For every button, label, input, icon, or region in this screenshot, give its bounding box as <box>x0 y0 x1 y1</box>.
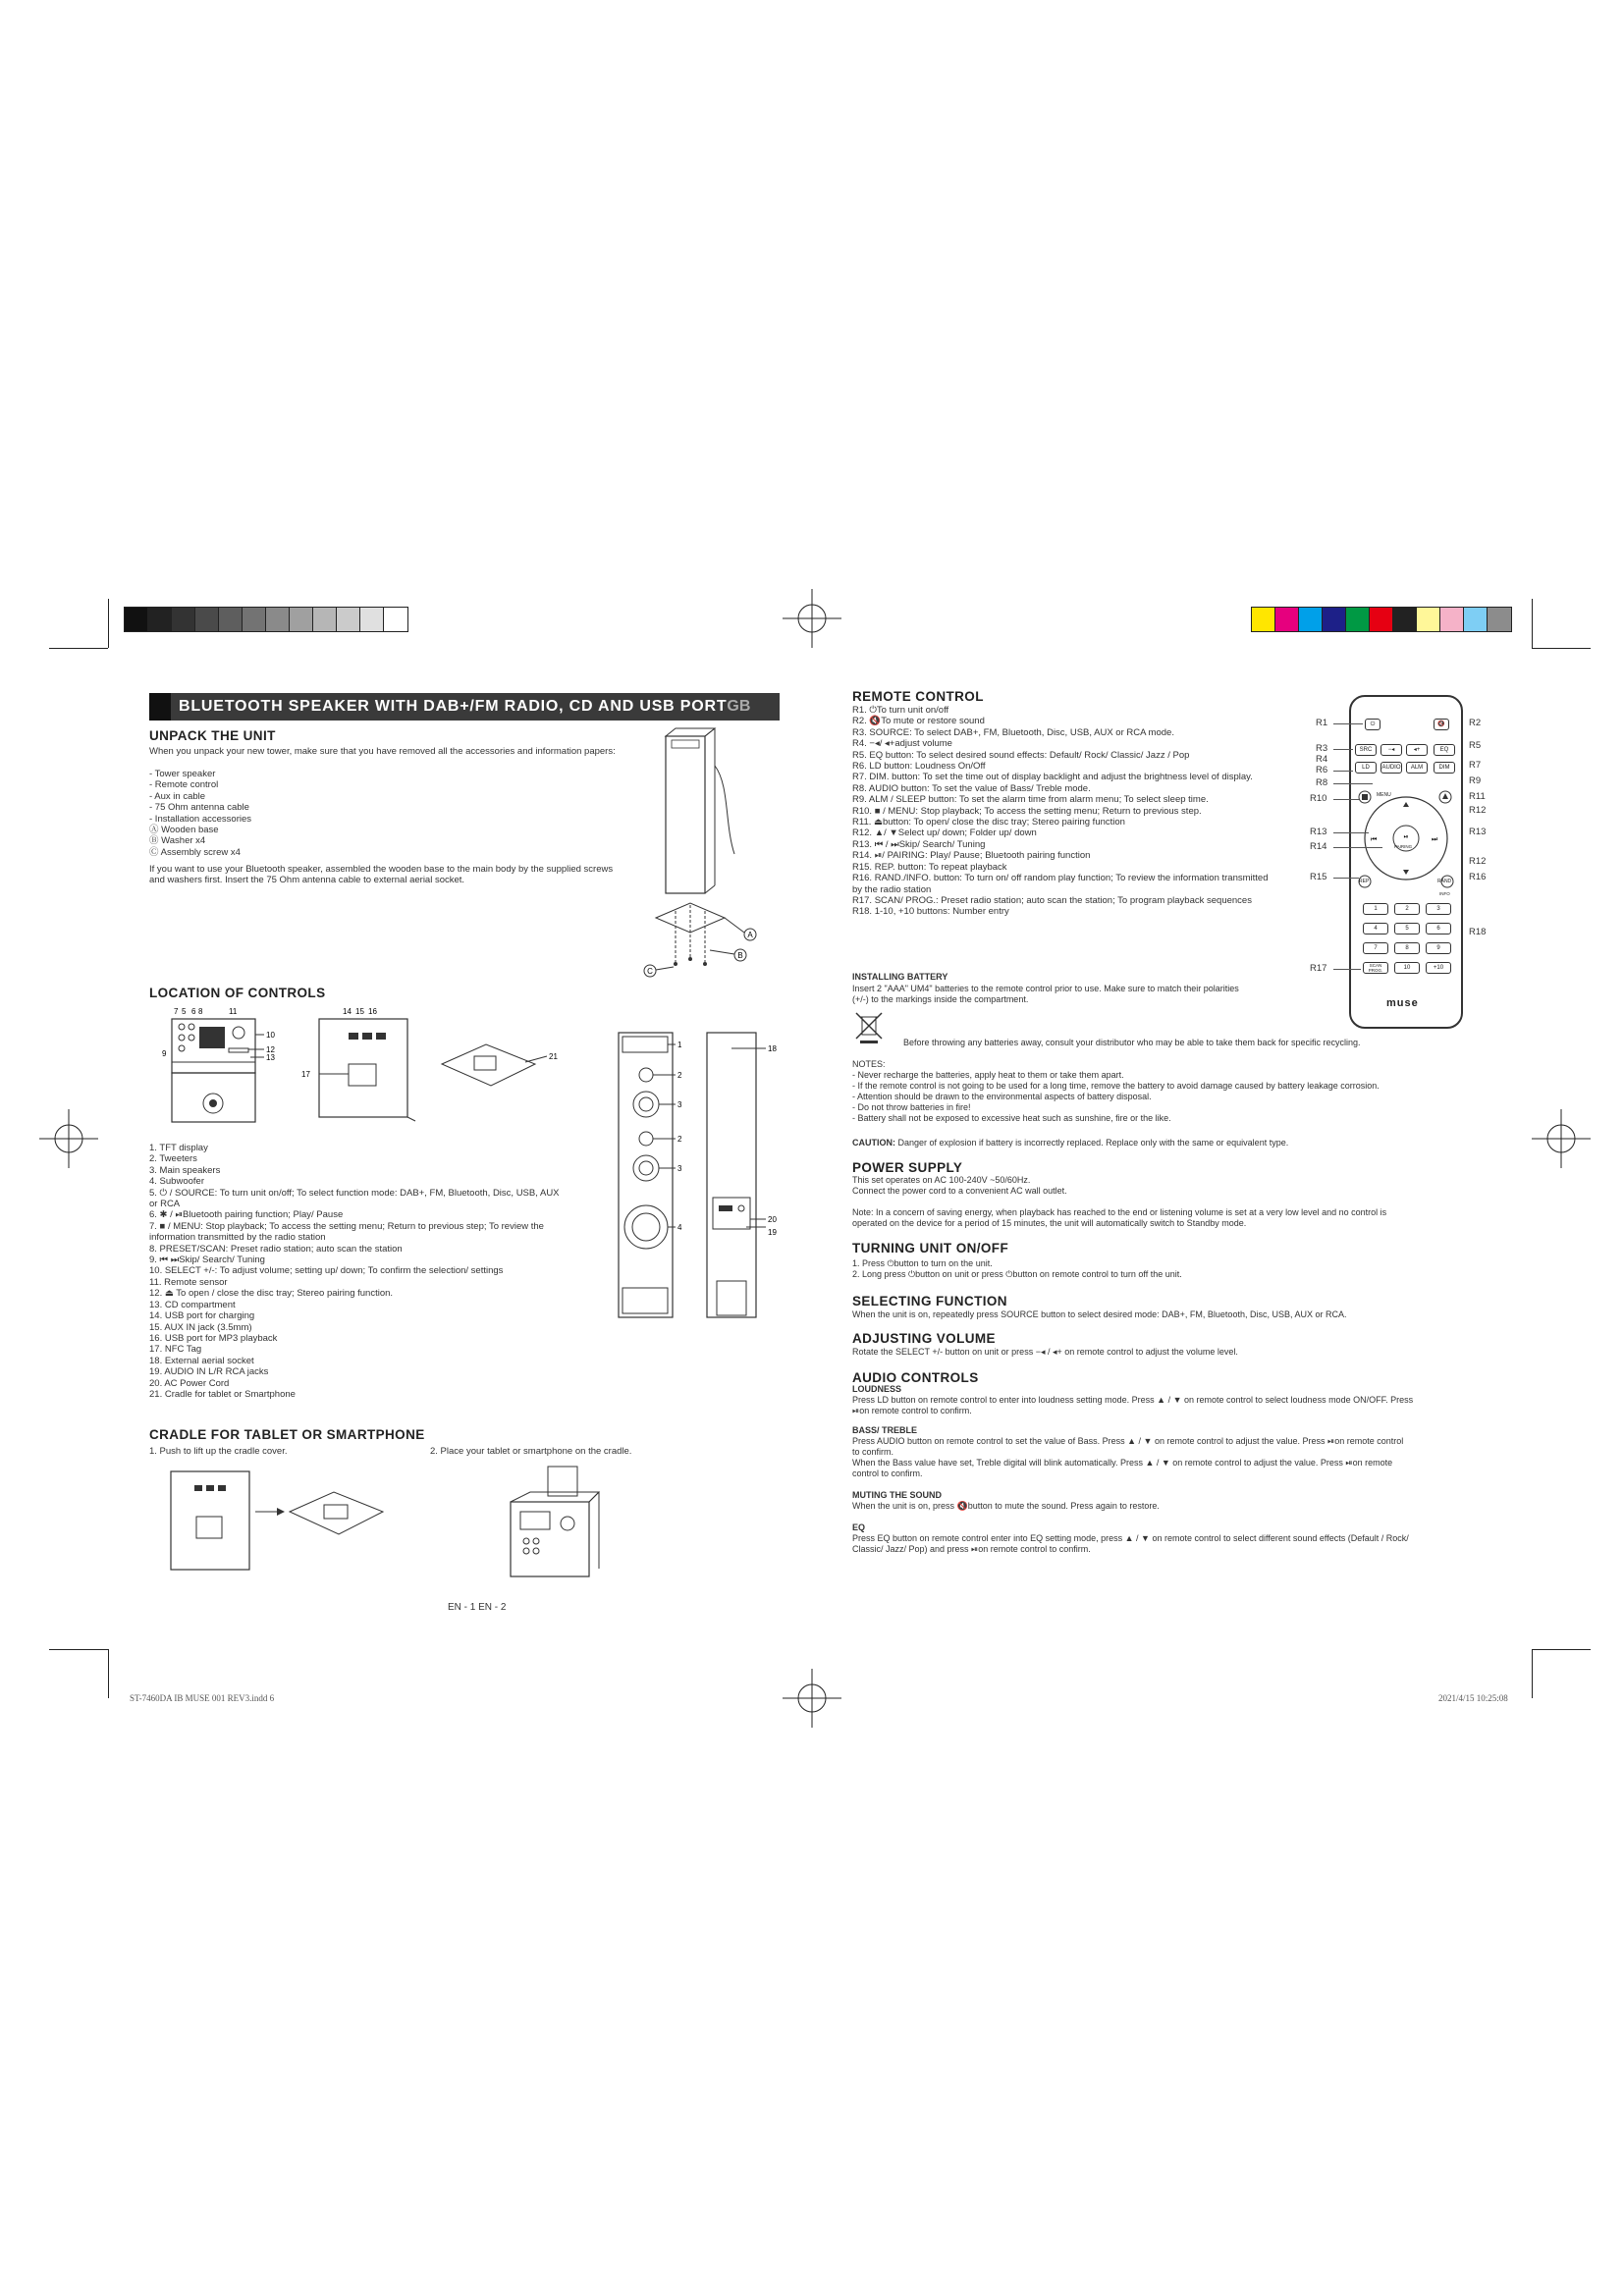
turning-heading: TURNING UNIT ON/OFF <box>852 1241 1009 1255</box>
controls-illustration <box>162 1005 574 1143</box>
audio-button: AUDIO <box>1380 762 1402 774</box>
bass-treble-title: BASS/ TREBLE <box>852 1425 918 1435</box>
list-item: - Do not throw batteries in fire! <box>852 1102 971 1112</box>
list-item: 13. CD compartment <box>149 1299 236 1310</box>
location-heading: LOCATION OF CONTROLS <box>149 986 326 1000</box>
callout-r4: R4 <box>1316 754 1328 765</box>
tower-callout-20: 20 <box>768 1215 777 1224</box>
list-item: R9. ALM / SLEEP button: To set the alarm time from alarm menu; To select sleep time. <box>852 794 1209 806</box>
list-item: 21. Cradle for tablet or Smartphone <box>149 1388 296 1400</box>
registration-target-bottom <box>783 1669 841 1728</box>
callout-8: 8 <box>198 1007 203 1016</box>
callout-r17: R17 <box>1310 963 1327 974</box>
list-item: R2. 🔇To mute or restore sound <box>852 716 985 727</box>
bass-line-2: to confirm. <box>852 1447 894 1457</box>
label-b: B <box>737 951 743 960</box>
callout-r1: R1 <box>1316 718 1328 728</box>
list-item: R4. −◂/ ◂+adjust volume <box>852 738 952 750</box>
callout-r7: R7 <box>1469 760 1482 771</box>
cradle-step-2: 2. Place your tablet or smartphone on the cradle. <box>430 1446 632 1457</box>
callout-11: 11 <box>229 1007 238 1016</box>
list-item: - Attention should be drawn to the environmental aspects of battery disposal. <box>852 1092 1152 1101</box>
num-3-button: 3 <box>1426 903 1451 915</box>
audio-heading: AUDIO CONTROLS <box>852 1370 979 1385</box>
power-line-2: Connect the power cord to a convenient AC wall outlet. <box>852 1186 1067 1196</box>
vol-down-button: −◂ <box>1380 744 1402 756</box>
list-item: - 75 Ohm antenna cable <box>149 802 249 814</box>
list-item: 6. ✱ / ⏯Bluetooth pairing function; Play/ Pause <box>149 1209 344 1221</box>
list-item: R8. AUDIO button: To set the value of Bass/ Treble mode. <box>852 782 1091 794</box>
title-banner <box>149 693 780 721</box>
callout-12: 12 <box>266 1045 275 1054</box>
callout-10: 10 <box>266 1031 275 1040</box>
dim-button: DIM <box>1434 762 1455 774</box>
tower-callout-3b: 3 <box>677 1164 682 1173</box>
list-item: 4. Subwoofer <box>149 1176 204 1188</box>
callout-14: 14 <box>343 1007 352 1016</box>
list-item: 2. Tweeters <box>149 1153 197 1165</box>
mute-line-1: When the unit is on, press 🔇button to mute the sound. Press again to restore. <box>852 1501 1160 1511</box>
controls-list <box>149 1143 560 1400</box>
list-item: R6. LD button: Loudness On/Off <box>852 761 986 773</box>
vol-up-button: ◂+ <box>1406 744 1428 756</box>
list-item: R10. ■ / MENU: Stop playback; To access the setting menu; Return to previous step. <box>852 805 1202 817</box>
cradle-step1-illustration <box>167 1468 412 1575</box>
callout-r18: R18 <box>1469 927 1487 937</box>
cradle-heading: CRADLE FOR TABLET OR SMARTPHONE <box>149 1427 425 1442</box>
list-item: 18. External aerial socket <box>149 1355 254 1366</box>
list-item: by the radio station <box>852 883 932 895</box>
power-line-1: This set operates on AC 100-240V ~50/60Hz. <box>852 1175 1031 1185</box>
callout-r11: R11 <box>1469 791 1486 802</box>
callout-r8: R8 <box>1316 777 1328 788</box>
list-item: 5. ⏻ / SOURCE: To turn unit on/off; To select function mode: DAB+, FM, Bluetooth, Disc, USB, AUX <box>149 1187 560 1199</box>
selecting-heading: SELECTING FUNCTION <box>852 1294 1007 1308</box>
list-item: R13. ⏮ / ⏭Skip/ Search/ Tuning <box>852 838 986 850</box>
callout-17: 17 <box>301 1070 310 1079</box>
list-item: R1. ⏻To turn unit on/off <box>852 705 949 716</box>
power-heading: POWER SUPPLY <box>852 1160 963 1175</box>
callout-r9: R9 <box>1469 775 1482 786</box>
num-10-button: 10 <box>1394 962 1420 974</box>
cradle-step-1: 1. Push to lift up the cradle cover. <box>149 1446 288 1457</box>
callout-r5: R5 <box>1469 740 1482 751</box>
callout-r14: R14 <box>1310 841 1327 852</box>
power-note-1: Note: In a concern of saving energy, when playback has reached to the end or listening volume is set at a very low level and no control is <box>852 1207 1387 1217</box>
list-item: R15. REP. button: To repeat playback <box>852 861 1007 873</box>
list-item: R12. ▲/ ▼Select up/ down; Folder up/ down <box>852 828 1037 839</box>
cradle-step2-illustration <box>501 1463 609 1580</box>
tower-callout-3: 3 <box>677 1100 682 1109</box>
callout-r6: R6 <box>1316 765 1328 775</box>
grayscale-bar <box>124 607 408 632</box>
callout-16: 16 <box>368 1007 377 1016</box>
callout-r15: R15 <box>1310 872 1327 882</box>
list-item: R18. 1-10, +10 buttons: Number entry <box>852 906 1009 918</box>
power-button-icon: ⏻ <box>1365 719 1380 730</box>
loudness-line-2: ⏯on remote control to confirm. <box>852 1406 972 1415</box>
power-note-2: operated on the device for a period of 15 minutes, the unit will automatically switch to Standby mode. <box>852 1218 1247 1228</box>
list-item: 3. Main speakers <box>149 1164 221 1176</box>
num-8-button: 8 <box>1394 942 1420 954</box>
list-item: 1. TFT display <box>149 1143 208 1153</box>
language-code: GB <box>727 698 751 715</box>
rep-label: REP <box>1359 879 1370 884</box>
registration-target-right <box>1532 1109 1591 1168</box>
volume-line-1: Rotate the SELECT +/- button on unit or press −◂ / ◂+ on remote control to adjust the volume level. <box>852 1347 1238 1357</box>
list-item: - Tower speaker <box>149 769 216 779</box>
list-item: - If the remote control is not going to be used for a long time, remove the battery to avoid damage caused by battery leakage corrosion. <box>852 1081 1380 1091</box>
list-item: 10. SELECT +/-: To adjust volume; setting up/ down; To confirm the selection/ settings <box>149 1265 504 1277</box>
list-item: - Battery shall not be exposed to excessive heat such as sunshine, fire or the like. <box>852 1113 1171 1123</box>
bass-line-1: Press AUDIO button on remote control to set the value of Bass. Press ▲ / ▼ on remote control to adjust the value. Press ⏯on remote control <box>852 1436 1404 1446</box>
turning-line-1: 1. Press ⏻button to turn on the unit. <box>852 1258 993 1268</box>
alarm-button: ALM <box>1406 762 1428 774</box>
list-item: 19. AUDIO IN L/R RCA jacks <box>149 1366 269 1378</box>
callout-r16: R16 <box>1469 872 1487 882</box>
num-6-button: 6 <box>1426 923 1451 934</box>
list-item: 14. USB port for charging <box>149 1310 255 1322</box>
info-label: INFO <box>1439 891 1450 896</box>
battery-notes <box>852 1059 1380 1124</box>
tower-callout-18: 18 <box>768 1044 777 1053</box>
scan-prog-button: SCAN PROG. <box>1363 962 1388 974</box>
mute-button-icon: 🔇 <box>1434 719 1449 730</box>
bass-line-3: When the Bass value have set, Treble digital will blink automatically. Press ▲ / ▼ on remote control to adjust the value. Press ⏯on remote <box>852 1458 1393 1468</box>
list-item: Ⓑ Washer x4 <box>149 835 206 847</box>
file-slug: ST-7460DA IB MUSE 001 REV3.indd 6 <box>130 1693 275 1703</box>
label-a: A <box>747 931 753 939</box>
list-item: 12. ⏏ To open / close the disc tray; Stereo pairing function. <box>149 1288 394 1300</box>
list-item: Ⓐ Wooden base <box>149 825 219 836</box>
registration-target-top <box>783 589 841 648</box>
callout-r3: R3 <box>1316 743 1328 754</box>
list-item: R11. ⏏button: To open/ close the disc tray; Stereo pairing function <box>852 817 1125 828</box>
unpack-intro: When you unpack your new tower, make sure that you have removed all the accessories and information papers: <box>149 746 616 757</box>
list-item: R16. RAND./INFO. button: To turn on/ off random play function; To review the information transmitted <box>852 873 1269 884</box>
num-4-button: 4 <box>1363 923 1388 934</box>
eq-line-2: Classic/ Jazz/ Pop) and press ⏯on remote control to confirm. <box>852 1544 1091 1554</box>
battery-heading: INSTALLING BATTERY <box>852 972 948 982</box>
callout-r12-top: R12 <box>1469 805 1487 816</box>
battery-text-2: (+/-) to the markings inside the compartment. <box>852 994 1029 1004</box>
list-item: - Remote control <box>149 779 219 791</box>
selecting-line-1: When the unit is on, repeatedly press SOURCE button to select desired mode: DAB+, FM, Bluetooth, Disc, USB, AUX or RCA. <box>852 1309 1347 1319</box>
callout-5: 5 <box>182 1007 187 1016</box>
callout-21: 21 <box>549 1052 558 1061</box>
bass-line-4: control to confirm. <box>852 1468 923 1478</box>
list-item: 9. ⏮ ⏭Skip/ Search/ Tuning <box>149 1255 265 1266</box>
list-item: R14. ⏯/ PAIRING: Play/ Pause; Bluetooth pairing function <box>852 850 1091 862</box>
notes-title: NOTES: <box>852 1059 886 1069</box>
list-item: 16. USB port for MP3 playback <box>149 1332 278 1344</box>
source-button: SRC <box>1355 744 1377 756</box>
brand-logo: muse <box>1386 997 1419 1009</box>
list-item: information transmitted by the radio station <box>149 1232 326 1244</box>
tower-assembly-illustration <box>636 726 784 982</box>
svg-text:⏯: ⏯ <box>1403 833 1409 840</box>
list-item: 20. AC Power Cord <box>149 1377 230 1389</box>
num-7-button: 7 <box>1363 942 1388 954</box>
unpack-list <box>149 769 251 858</box>
callout-r10: R10 <box>1310 793 1327 804</box>
num-2-button: 2 <box>1394 903 1420 915</box>
mute-title: MUTING THE SOUND <box>852 1490 942 1500</box>
eq-button: EQ <box>1434 744 1455 756</box>
unpack-heading: UNPACK THE UNIT <box>149 728 276 743</box>
plus-10-button: +10 <box>1426 962 1451 974</box>
eq-title: EQ <box>852 1522 866 1532</box>
callout-r12-bottom: R12 <box>1469 856 1487 867</box>
list-item: R7. DIM. button: To set the time out of display backlight and adjust the brightness level of display. <box>852 772 1253 783</box>
remote-control-diagram <box>1349 695 1463 1029</box>
tower-callout-2: 2 <box>677 1071 682 1080</box>
menu-label: MENU <box>1377 792 1391 798</box>
svg-text:⏮: ⏮ <box>1371 835 1378 843</box>
label-c: C <box>647 967 653 976</box>
callout-13: 13 <box>266 1053 275 1062</box>
caution-label: CAUTION: <box>852 1138 895 1148</box>
page-numbers: EN - 1 EN - 2 <box>448 1602 507 1613</box>
list-item: 17. NFC Tag <box>149 1344 202 1356</box>
list-item: R5. EQ button: To select desired sound effects: Default/ Rock/ Classic/ Jazz / Pop <box>852 749 1190 761</box>
num-1-button: 1 <box>1363 903 1388 915</box>
pairing-label: PAIRING <box>1394 844 1413 849</box>
tower-front-back-illustration <box>609 1031 785 1325</box>
volume-heading: ADJUSTING VOLUME <box>852 1331 996 1346</box>
registration-target-left <box>39 1109 98 1168</box>
remote-functions-list <box>852 705 1268 918</box>
navigation-pad <box>1351 783 1461 891</box>
remote-heading: REMOTE CONTROL <box>852 689 984 704</box>
list-item: 7. ■ / MENU: Stop playback; To access the setting menu; Return to previous step; To review the <box>149 1220 544 1232</box>
num-9-button: 9 <box>1426 942 1451 954</box>
callout-6: 6 <box>191 1007 196 1016</box>
loudness-line-1: Press LD button on remote control to enter into loudness setting mode. Press ▲ / ▼ on remote control to select loudness mode ON/OFF. Press <box>852 1395 1414 1405</box>
banner-square <box>149 693 171 721</box>
eq-line-1: Press EQ button on remote control enter into EQ setting mode, press ▲ / ▼ on remote control to select different sound effects (Default / Rock/ <box>852 1533 1409 1543</box>
callout-r13-right: R13 <box>1469 827 1487 837</box>
list-item: - Installation accessories <box>149 813 252 825</box>
process-color-bar <box>1251 607 1512 632</box>
unpack-note: If you want to use your Bluetooth speaker, assembled the wooden base to the main body by the supplied screws and washers first. Insert the 75 Ohm antenna cable to external aerial socket. <box>149 864 614 886</box>
list-item: Ⓒ Assembly screw x4 <box>149 846 241 858</box>
weee-bin-icon <box>854 1011 884 1044</box>
list-item: - Never recharge the batteries, apply heat to them or take them apart. <box>852 1070 1124 1080</box>
caution-line <box>852 1138 1288 1148</box>
num-5-button: 5 <box>1394 923 1420 934</box>
callout-15: 15 <box>355 1007 364 1016</box>
banner-title: BLUETOOTH SPEAKER WITH DAB+/FM RADIO, CD AND USB PORT <box>179 698 728 715</box>
callout-r13-left: R13 <box>1310 827 1327 837</box>
callout-r2: R2 <box>1469 718 1482 728</box>
list-item: R17. SCAN/ PROG.: Preset radio station; auto scan the station; To program playback sequences <box>852 894 1252 906</box>
svg-text:⏭: ⏭ <box>1432 835 1438 843</box>
list-item: 8. PRESET/SCAN: Preset radio station; auto scan the station <box>149 1243 403 1255</box>
callout-9: 9 <box>162 1049 167 1058</box>
ld-button: LD <box>1355 762 1377 774</box>
tower-callout-2b: 2 <box>677 1135 682 1144</box>
list-item: or RCA <box>149 1199 181 1210</box>
callout-7: 7 <box>174 1007 179 1016</box>
list-item: 11. Remote sensor <box>149 1276 228 1288</box>
list-item: 15. AUX IN jack (3.5mm) <box>149 1321 252 1333</box>
turning-line-2: 2. Long press ⏻button on unit or press ⏻button on remote control to turn off the unit. <box>852 1269 1182 1279</box>
date-slug: 2021/4/15 10:25:08 <box>1438 1693 1508 1703</box>
loudness-title: LOUDNESS <box>852 1384 902 1394</box>
tower-callout-19: 19 <box>768 1228 777 1237</box>
caution-text: Danger of explosion if battery is incorrectly replaced. Replace only with the same or equivalent type. <box>895 1138 1289 1148</box>
tower-callout-4: 4 <box>677 1223 682 1232</box>
rand-label: RAND <box>1437 879 1452 884</box>
tower-callout-1: 1 <box>677 1041 682 1049</box>
weee-text: Before throwing any batteries away, consult your distributor who may be able to take them back for specific recycling. <box>903 1038 1361 1047</box>
list-item: - Aux in cable <box>149 790 206 802</box>
battery-text-1: Insert 2 "AAA" UM4" batteries to the remote control prior to use. Make sure to match their polarities <box>852 984 1239 993</box>
list-item: R3. SOURCE: To select DAB+, FM, Bluetooth, Disc, USB, AUX or RCA mode. <box>852 726 1174 738</box>
